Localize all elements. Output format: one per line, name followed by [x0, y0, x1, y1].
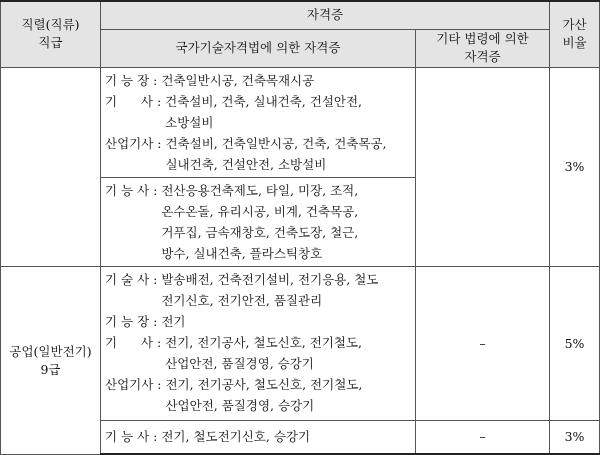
qualification-fields [161, 70, 413, 91]
qualification-level-label: 기 능 사 : [105, 182, 162, 198]
qualification-level-label: 기 사 : [105, 334, 166, 350]
bonus-rate-4: 3% [550, 420, 600, 454]
qualification-fields [165, 133, 413, 175]
qual-cell-1 [101, 67, 416, 177]
job-group-cell [1, 266, 101, 454]
header-job-grade [1, 1, 101, 67]
qualification-level-label: 기 능 장 : [105, 313, 162, 329]
qualification-fields [161, 269, 413, 311]
qualification-fields [165, 91, 413, 133]
header-other-qualification [416, 29, 550, 67]
header-qualification: 자격증 [101, 1, 550, 29]
qualification-line: 건축설비, 건축, 실내건축, 건설안전, [165, 93, 363, 109]
qualification-line: 발송배전, 건축전기설비, 전기응용, 철도 [161, 271, 379, 287]
qualification-level-label: 기 사 : [105, 93, 166, 109]
qualification-line: 소방설비 [165, 114, 214, 130]
qualification-fields [161, 311, 413, 332]
qualification-line: 전산응용건축제도, 타일, 미장, 조적, [161, 182, 359, 198]
qualification-level-label: 기 술 사 : [105, 271, 162, 287]
qualification-level-label: 산업기사 : [105, 135, 166, 151]
qualification-fields [161, 426, 413, 447]
qualification-line: 건축설비, 건축일반시공, 건축, 건축목공, [165, 135, 387, 151]
qualification-level-label: 산업기사 : [105, 376, 166, 392]
header-job-series: 직렬(직류) [21, 17, 80, 33]
job-group-name: 공업(일반전기) [9, 344, 92, 359]
qualification-entry [105, 374, 413, 416]
qualification-fields [165, 374, 413, 416]
qualification-entry [105, 332, 413, 374]
other-cell-blank [416, 67, 550, 266]
bonus-rate-1: 3% [550, 67, 600, 266]
qualification-fields [165, 332, 413, 374]
qualification-entry [105, 311, 413, 332]
qualification-entry [105, 180, 413, 264]
qualification-entry [105, 91, 413, 133]
header-other-line2: 자격증 [464, 49, 501, 64]
qual-cell-2 [101, 177, 416, 266]
qual-cell-4 [101, 420, 416, 454]
other-cell-4: – [416, 420, 550, 454]
qualification-entry [105, 133, 413, 175]
qualification-line: 전기 [161, 313, 186, 329]
qualification-entry [105, 269, 413, 311]
job-cell-blank [1, 67, 101, 266]
qualification-line: 전기, 전기공사, 철도신호, 전기철도, [165, 376, 363, 392]
qual-cell-3 [101, 266, 416, 420]
other-cell-3: – [416, 266, 550, 420]
header-grade: 직급 [38, 35, 63, 51]
header-other-line1: 기타 법령에 의한 [436, 31, 529, 46]
header-bonus-rate [550, 1, 600, 67]
qualification-fields [161, 180, 413, 264]
qualification-line: 온수온돌, 유리시공, 비계, 건축목공, [161, 203, 359, 219]
qualification-line: 전기신호, 전기안전, 품질관리 [161, 292, 323, 308]
qualification-entry [105, 70, 413, 91]
job-group-grade: 9급 [40, 362, 61, 377]
qualification-line: 건축일반시공, 건축목재시공 [161, 72, 315, 88]
qualification-level-label: 기 능 사 : [105, 429, 162, 445]
qualification-line: 산업안전, 품질경영, 승강기 [165, 355, 314, 371]
qualification-line: 전기, 전기공사, 철도신호, 전기철도, [165, 334, 363, 350]
qualification-line: 거푸집, 금속재창호, 건축도장, 철근, [161, 224, 359, 240]
qualification-line: 방수, 실내건축, 플라스틱창호 [161, 245, 323, 261]
bonus-rate-3: 5% [550, 266, 600, 420]
header-bonus-line1: 가산 [562, 17, 587, 33]
qualification-line: 전기, 철도전기신호, 승강기 [161, 429, 311, 445]
header-bonus-line2: 비율 [562, 35, 587, 51]
qualification-line: 실내건축, 건설안전, 소방설비 [165, 156, 327, 172]
qualification-entry [105, 426, 413, 447]
qualification-level-label: 기 능 장 : [105, 72, 162, 88]
header-national-qualification: 국가기술자격법에 의한 자격증 [101, 29, 416, 67]
qualification-line: 산업안전, 품질경영, 승강기 [165, 397, 315, 413]
